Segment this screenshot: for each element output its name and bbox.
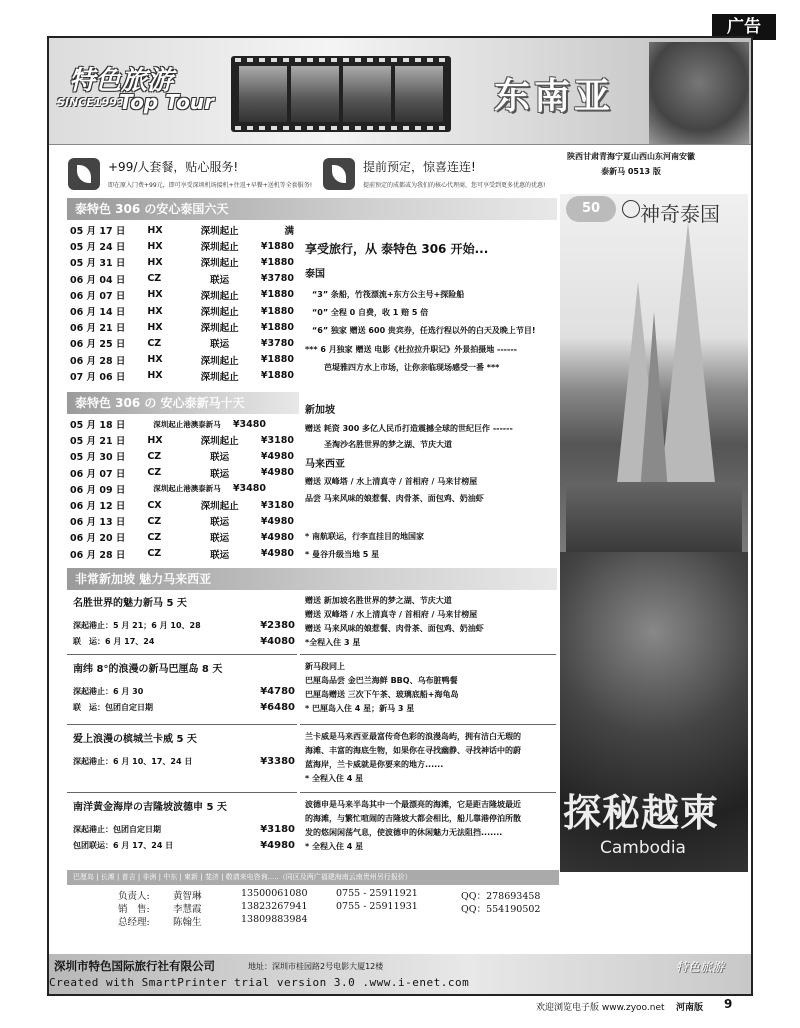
departure-airline: CZ [147,548,162,560]
province-list: 陕西甘肃青海宁夏山西山东河南安徽 [567,152,695,161]
contact-role: 负责人: [118,891,150,902]
film-holes-bottom [235,126,447,130]
departure-date: 06 月 14 日 [70,307,126,319]
departure-price: ¥3480 [232,483,266,495]
departure-price: ¥1880 [260,305,294,317]
divider [300,654,556,655]
departure-price: ¥4980 [260,467,294,479]
departure-airline: CZ [147,515,162,527]
contact-qq: QQ：278693458 [461,891,541,902]
departure-row [70,465,294,481]
departure-airline: CZ [147,531,162,543]
film-strip-image [231,56,451,132]
contact-row [118,901,540,914]
edition-code: 泰新马 0513 版 [601,167,661,176]
departure-route: 深圳起止 [200,355,239,367]
cambodia-title: 探秘越柬 [563,791,720,835]
thai-line: “3” 条船，竹筏漂流+东方公主号+探险船 [312,290,465,299]
thai-departures [70,222,294,384]
section-thai-header: 泰特色 306 の安心泰国六天 [67,198,557,220]
contact-name: 黄智琳 [173,891,202,902]
departure-price: ¥3780 [260,337,294,349]
feature-dates: 深起港止：6 月 10、17、24 日 [73,757,193,766]
departure-route: 联运 [210,549,230,561]
feature-date-line [73,620,295,631]
note: * 南航联运，行李直挂目的地国家 [305,532,424,541]
feature-desc: * 全程入住 4 星 [305,774,364,783]
departure-route: 联运 [210,517,230,529]
departure-date: 06 月 21 日 [70,323,126,335]
departure-row [70,271,294,287]
departure-date: 07 月 06 日 [70,371,126,383]
feature-date-line [73,824,295,835]
divider [67,792,297,793]
edition-label: 河南版 [676,1003,704,1013]
feature-price: ¥4780 [260,686,295,697]
departure-row [70,254,294,270]
departure-date: 06 月 28 日 [70,355,126,367]
promo-sub: 即在原入门费+99元，即可享受深圳机场接机+往返+早餐+送机等全套服务! [108,182,313,189]
departure-date: 05 月 31 日 [70,258,126,270]
contact-tel: 0755 - 25911931 [336,901,418,912]
departure-airline: HX [147,256,163,268]
departure-airline: CZ [147,467,162,479]
departure-route: 联运 [210,533,230,545]
departure-route: 深圳起止 [200,242,239,254]
departure-row [70,287,294,303]
mosque-photo [291,66,339,122]
feature-desc: 赠送 新加坡名胜世界的梦之湖、节庆大道 [305,596,452,605]
feature-price: ¥3380 [260,756,295,767]
contact-mobile: 13809883984 [241,914,308,925]
departure-row [70,497,294,513]
note: * 曼谷升级当地 5 星 [305,550,380,559]
feature-desc: 新马段同上 [305,662,345,671]
departure-row [70,368,294,384]
region-title: 东南亚 [494,76,615,117]
feature-desc: 的海滩，与繁忙喧闹的吉隆坡大都会相比，船儿靠港停泊所散 [305,814,521,823]
departure-row [70,319,294,335]
departure-price: ¥4980 [260,450,294,462]
contact-tel [336,914,461,927]
feature-date-line [73,840,295,851]
spire [640,312,668,492]
departure-airline: CZ [147,273,162,285]
feature-desc: 发的悠闲闲荡气息，使波德申的休闲魅力无法阻挡....... [305,828,503,837]
feature-desc: 蓝海岸，兰卡威就是你要来的地方...... [305,760,444,769]
departure-route: 深圳起止 [200,371,239,383]
departure-airline: CZ [147,337,162,349]
ad-tag: 广告 [712,14,776,40]
sg-line: 圣淘沙名胜世界的梦之湖、节庆大道 [324,440,452,449]
feature-dates: 联 运：6 月 17、24 [73,637,155,646]
departure-row [70,448,294,464]
promo-title: 提前预定，惊喜连连! [363,160,476,174]
feature-name: 名胜世界的魅力新马 5 天 [73,598,187,609]
site-link: 欢迎浏览电子版 www.zyoo.net [536,1003,665,1013]
contact-row [118,888,540,901]
departure-row [70,303,294,319]
feature-dates: 深起港止：5 月 21；6 月 10、28 [73,621,201,630]
logo-cn: 特色旅游 [69,66,174,96]
departure-row [70,335,294,351]
feature-price: ¥4980 [260,840,295,851]
destinations-bar: 巴厘岛 | 长滩 | 普吉 | 非洲 | 中东 | 柬新 | 斐济 | 敬请来电咨询.....（同区及两广福建海南云南贵州另行报价） [67,870,559,885]
contacts [118,888,540,927]
departure-row [70,238,294,254]
departure-date: 06 月 07 日 [70,468,126,480]
temple-photo [239,66,287,122]
departure-airline: HX [147,370,163,382]
departure-route: 深圳起止 [200,501,239,513]
feature-desc: *全程入住 3 星 [305,638,361,647]
feature-desc: 赠送 马来风味的娘惹餐、肉骨茶、面包鸡、奶油虾 [305,624,484,633]
departure-price: ¥3180 [260,499,294,511]
departure-row [70,513,294,529]
statue-photo [395,66,443,122]
feature-desc: 兰卡威是马来西亚最富传奇色彩的浪漫岛屿，拥有洁白无瑕的 [305,732,521,741]
anniversary-badge: 50 [566,196,616,222]
departure-row [70,432,294,448]
feature-date-line [73,636,295,647]
feature-price: ¥4080 [260,636,295,647]
departure-airline: CX [147,499,162,511]
departure-date: 05 月 18 日 [70,420,126,432]
departure-date: 06 月 13 日 [70,517,126,529]
divider [300,792,556,793]
departure-row [70,416,294,432]
tsm-departures [70,416,294,562]
departure-airline: HX [147,321,163,333]
departure-route: 联运 [210,339,230,351]
feature-desc: * 巴厘岛入住 4 星；新马 3 星 [305,704,415,713]
feature-price: ¥2380 [260,620,295,631]
logo-since: SINCE1993 [57,96,125,109]
departure-date: 06 月 20 日 [70,533,126,545]
feature-date-line [73,702,295,713]
sg-label: 新加坡 [305,405,335,416]
departure-date: 06 月 25 日 [70,339,126,351]
contact-role: 总经理: [118,917,150,928]
film-holes-top [235,58,447,62]
departure-airline: HX [147,305,163,317]
feature-dates: 深起港止：包团自定日期 [73,825,161,834]
departure-row [70,529,294,545]
section-sm-header: 非常新加坡 魅力马来西亚 [67,568,557,590]
departure-airline: HX [147,354,163,366]
feature-desc: 波德申是马来半岛其中一个最漂亮的海滩，它是距吉隆坡最近 [305,800,521,809]
departure-price: ¥3780 [260,273,294,285]
contact-qq: QQ：554190502 [461,904,541,915]
contact-mobile: 13823267941 [241,901,308,912]
contact-tel: 0755 - 25911921 [336,888,418,899]
departure-price: ¥1880 [260,256,294,268]
cambodia-subtitle: Cambodia [600,838,686,858]
feature-name: 南纬 8°的浪漫の新马巴厘岛 8 天 [73,664,223,675]
departure-price: ¥3480 [232,418,266,430]
divider [67,654,297,655]
brand-logo: 特色旅游 [676,960,725,974]
departure-route: 深圳起止 [200,226,239,238]
departure-route: 深圳起止 [200,307,239,319]
departure-route: 深圳起止 [200,436,239,448]
departure-route: 深圳起止 [200,258,239,270]
departure-date: 06 月 04 日 [70,274,126,286]
promo-sub: 提前预定的成都或为我们的核心代理商，您可享受到更多优惠的优惠! [363,182,546,189]
palace-building [566,482,742,552]
departure-route: 深圳起止 [200,290,239,302]
thai-line: *** 6 月独家 赠送 电影《杜拉拉升职记》外景拍摄地 ------ [305,345,517,354]
feature-name: 爱上浪漫の槟城兰卡威 5 天 [73,734,197,745]
page-number: 9 [724,997,733,1011]
departure-date: 05 月 30 日 [70,452,126,464]
departure-price: ¥1880 [260,370,294,382]
departure-price: 满 [284,226,294,238]
contact-name: 陈翰生 [173,917,202,928]
thai-image-title: 神奇泰国 [640,202,720,226]
divider [300,724,556,725]
departure-airline: HX [147,240,163,252]
feature-name: 南洋黄金海岸の吉隆坡波德申 5 天 [73,802,227,813]
departure-route: 联运 [210,274,230,286]
departure-price: ¥1880 [260,240,294,252]
thai-label: 泰国 [305,269,325,280]
departure-date: 06 月 28 日 [70,549,126,561]
thai-temple-image [560,194,748,552]
departure-date: 06 月 09 日 [70,484,126,496]
guardian-statue-image [649,42,749,144]
leaf-icon [68,158,100,190]
departure-airline: CZ [147,450,162,462]
departure-airline: HX [147,289,163,301]
departure-route: 深圳起止港澳泰新马 [153,484,221,494]
departure-row [70,481,294,497]
departure-price: ¥1880 [260,354,294,366]
my-line: 品尝 马来风味的娘惹餐、肉骨茶、面包鸡、奶油虾 [305,494,484,503]
departure-price: ¥4980 [260,515,294,527]
departure-row [70,546,294,562]
departure-row [70,352,294,368]
company-address: 地址：深圳市桂园路2号电影大厦12楼 [248,962,384,971]
thai-line: 芭堤雅四方水上市场，让你亲临现场感受一番 *** [324,363,500,372]
departure-price: ¥4980 [260,531,294,543]
merlion-photo [343,66,391,122]
contact-role: 销 售: [118,904,150,915]
feature-desc: 巴厘岛品尝 金巴兰海鲜 BBQ、乌布脏鸭餐 [305,676,458,685]
trial-watermark: Created with SmartPrinter trial version 3.0 .www.i-enet.com [49,976,470,989]
departure-route: 深圳起止 [200,323,239,335]
departure-route: 深圳起止港澳泰新马 [153,419,221,429]
departure-airline: HX [147,434,163,446]
contact-mobile: 13500061080 [241,888,308,899]
headline: 享受旅行，从 泰特色 306 开始... [305,242,489,256]
thai-line: “0” 全程 0 自费，收 1 赔 5 倍 [312,308,429,317]
feature-price: ¥3180 [260,824,295,835]
feature-desc: 赠送 双峰塔 / 水上清真寺 / 首相府 / 马来甘榜屋 [305,610,478,619]
departure-price: ¥1880 [260,289,294,301]
thai-line: “6” 独家 赠送 600 贵宾券，任选行程以外的白天及晚上节目! [312,326,536,335]
promo-title: +99/人套餐，贴心服务! [108,160,239,174]
departure-row [70,222,294,238]
feature-dates: 包团联运：6 月 17、24 日 [73,841,174,850]
sg-line: 赠送 耗资 300 多亿人民币打造震撼全球的世纪巨作 ------ [305,424,513,433]
my-label: 马来西亚 [305,459,345,470]
departure-route: 联运 [210,468,230,480]
my-line: 赠送 双峰塔 / 水上清真寺 / 首相府 / 马来甘榜屋 [305,477,478,486]
company-name: 深圳市特色国际旅行社有限公司 [54,959,215,973]
departure-price: ¥4980 [260,548,294,560]
departure-price: ¥1880 [260,321,294,333]
feature-price: ¥6480 [260,702,295,713]
departure-date: 06 月 07 日 [70,290,126,302]
feature-desc: 海滩、丰富的海底生物，如果你在寻找幽静、寻找神话中的蔚 [305,746,521,755]
section-tsm-header: 泰特色 306 の 安心泰新马十天 [67,392,299,414]
contact-row [118,914,540,927]
promo-early [323,158,563,196]
departure-airline: HX [147,224,163,236]
contact-name: 李慧霞 [173,904,202,915]
departure-date: 06 月 12 日 [70,501,126,513]
leaf-icon [323,158,355,190]
feature-desc: 巴厘岛赠送 三次下午茶、玻璃底船+海龟岛 [305,690,459,699]
banner [49,38,751,145]
feature-date-line [73,756,295,767]
departure-route: 联运 [210,452,230,464]
departure-date: 05 月 24 日 [70,242,126,254]
departure-date: 05 月 17 日 [70,226,126,238]
logo-en: Top Tour [119,90,214,114]
departure-price: ¥3180 [260,434,294,446]
departure-date: 05 月 21 日 [70,436,126,448]
promo-package [68,158,313,196]
feature-date-line [73,686,295,697]
feature-dates: 联 运：包团自定日期 [73,703,153,712]
feature-dates: 深起港止：6 月 30 [73,687,144,696]
feature-desc: * 全程入住 4 星 [305,842,364,851]
spire [660,222,716,492]
emblem-icon [622,200,640,218]
divider [67,724,297,725]
